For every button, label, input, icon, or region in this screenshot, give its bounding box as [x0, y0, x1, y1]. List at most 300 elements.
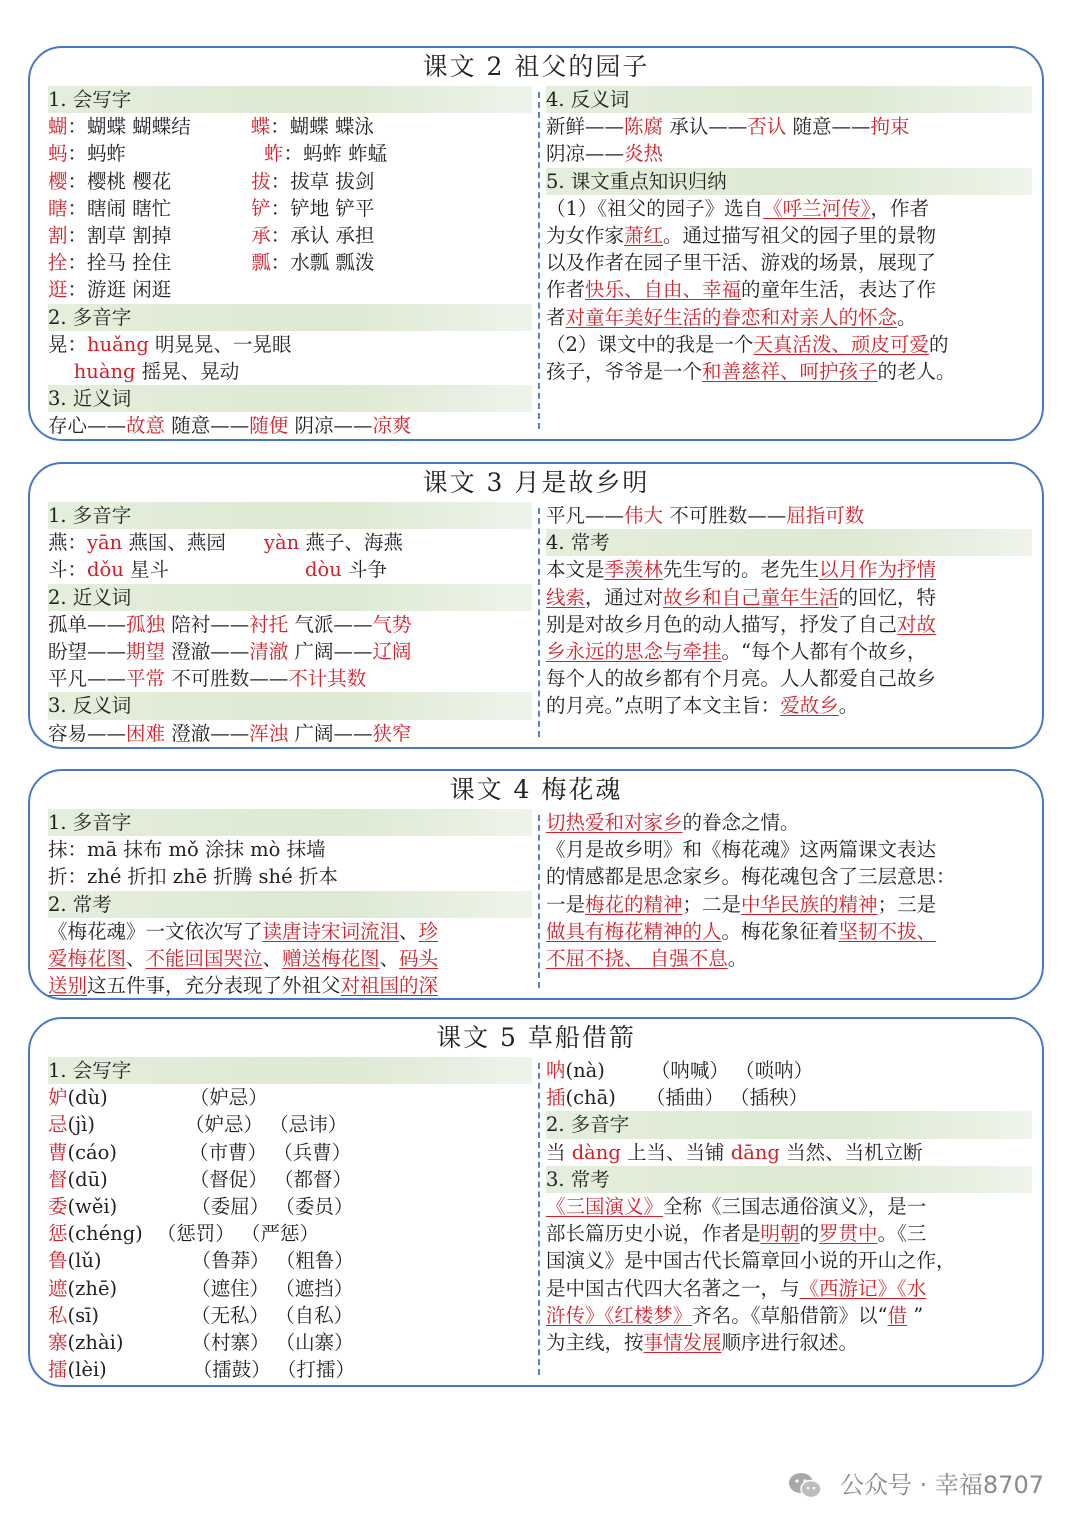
answer-underlined: 天真活泼、顽皮可爱: [753, 332, 929, 356]
answer-underlined: 借: [887, 1303, 908, 1327]
answer-underlined: 坚韧不拔、: [838, 919, 937, 943]
key-term: 蚱: [264, 142, 284, 166]
text-line: [546, 140, 1032, 167]
section-header: [48, 385, 532, 412]
text-line: [48, 168, 532, 195]
text-line: [546, 918, 1032, 945]
section-header: [48, 891, 532, 918]
text-line: [546, 891, 1032, 918]
text-segment: (lèi): [67, 1358, 107, 1382]
text-segment: 、: [379, 946, 400, 970]
text-line: [48, 222, 532, 249]
text-segment: 1. 多音字: [48, 504, 132, 527]
key-term: 随便: [249, 414, 289, 438]
text-line: [546, 1302, 1032, 1329]
section-header: [48, 502, 532, 529]
text-segment: 2. 近义词: [48, 585, 132, 609]
text-segment: （市曹） （兵曹）: [189, 1140, 352, 1164]
text-segment: 的月亮。”点明了本文主旨：: [546, 694, 781, 718]
text-segment: 。: [897, 305, 917, 329]
answer-underlined: 季羡林: [604, 558, 664, 582]
key-term: 否认: [747, 115, 787, 139]
key-term: 瞎: [48, 196, 68, 220]
text-segment: 《梅花魂》一文依次写了: [48, 919, 263, 943]
text-line: [546, 276, 1032, 303]
key-term: 伟大: [624, 504, 664, 527]
key-term: 炎热: [624, 142, 664, 166]
answer-underlined: 《呼兰河传》: [763, 196, 871, 220]
key-term: 蚂: [48, 142, 68, 166]
answer-underlined: 浒传》《红楼梦》: [546, 1303, 693, 1327]
text-segment: (nà): [565, 1059, 605, 1082]
text-segment: (zhài): [67, 1330, 124, 1354]
answer-underlined: 线索: [546, 585, 586, 609]
text-line: [48, 918, 532, 945]
text-line: [546, 502, 1032, 529]
text-segment: （督促） （都督）: [189, 1167, 352, 1191]
text-line: [48, 276, 532, 303]
text-line: [546, 863, 1032, 890]
text-segment: ：拴马 拴住: [67, 251, 172, 275]
answer-underlined: 梅花的精神: [585, 892, 683, 916]
text-segment: 阴凉——: [288, 414, 373, 438]
text-line: [48, 140, 532, 167]
right-column: [546, 502, 1032, 720]
text-line: [546, 556, 1032, 583]
text-line: [48, 1275, 532, 1302]
section-header: [48, 809, 532, 836]
answer-underlined: 赠送梅花图: [282, 946, 380, 970]
text-segment: 明晃晃、一晃眼: [148, 332, 292, 356]
lesson-title: 课文 3 月是故乡明: [422, 468, 650, 497]
key-term: 狭窄: [372, 721, 412, 745]
text-segment: 当: [546, 1140, 572, 1164]
text-segment: ：游逛 闲逛: [67, 278, 172, 302]
key-term: 曹: [48, 1140, 68, 1164]
key-term: 委: [48, 1194, 68, 1218]
text-line: [546, 1193, 1032, 1220]
watermark-text: 公众号 · 幸福8707: [840, 1471, 1044, 1499]
text-segment: 燕国、燕园: [122, 531, 226, 555]
text-segment: ：割草 割掉: [67, 223, 172, 247]
text-segment: (lǔ): [67, 1249, 102, 1273]
text-segment: 、: [399, 919, 419, 943]
column-divider: [538, 508, 540, 737]
text-segment: ”: [907, 1303, 924, 1327]
section-header: [48, 584, 532, 611]
key-term: 辽阔: [372, 639, 412, 663]
text-segment: 先生写的。老先生: [663, 558, 820, 582]
key-term: 困难: [126, 721, 166, 745]
text-segment: 抹：mā 抹布 mǒ 涂抹 mò 抹墙: [48, 838, 326, 862]
text-segment: 3. 常考: [546, 1167, 610, 1191]
text-segment: ：承认 承担: [270, 223, 375, 247]
text-segment: ：瞎闹 瞎忙: [67, 196, 172, 220]
text-segment: 盼望——: [48, 639, 127, 663]
text-segment: [48, 360, 74, 383]
text-segment: 斗争: [341, 558, 388, 582]
key-term: 插: [546, 1086, 566, 1110]
text-line: [48, 195, 532, 222]
text-segment: 平凡——: [48, 667, 127, 691]
key-term: 妒: [48, 1086, 68, 1110]
key-term: 督: [48, 1167, 68, 1191]
text-segment: 顺序进行叙述。: [721, 1330, 859, 1354]
text-segment: 当然、当机立断: [779, 1140, 923, 1164]
text-segment: 的情感都是思念家乡。梅花魂包含了三层意思：: [546, 865, 956, 889]
key-term: yān: [87, 531, 123, 555]
text-segment: ，通过对: [585, 585, 664, 609]
text-segment: （遮住） （遮挡）: [191, 1276, 354, 1300]
text-segment: ：樱桃 樱花: [67, 169, 172, 193]
text-line: [546, 222, 1032, 249]
text-segment: 《月是故乡明》和《梅花魂》这两篇课文表达: [546, 838, 937, 862]
section-header: [48, 86, 532, 113]
text-line: [546, 809, 1032, 836]
answer-underlined: 对故: [897, 612, 937, 636]
answer-underlined: 送别: [48, 974, 88, 998]
key-term: 樱: [48, 169, 68, 193]
text-segment: ，作者: [870, 196, 929, 220]
text-segment: (cáo): [67, 1140, 118, 1164]
text-segment: (zhē): [67, 1276, 118, 1300]
lesson-card: [28, 769, 1044, 1000]
key-term: 遮: [48, 1276, 68, 1300]
key-term: 割: [48, 223, 68, 247]
text-segment: 的回忆，特: [838, 585, 937, 609]
text-segment: (sī): [67, 1303, 99, 1327]
answer-underlined: 爱故乡: [780, 694, 839, 718]
text-line: [48, 945, 532, 972]
text-line: [546, 1057, 1032, 1084]
text-line: [48, 1139, 532, 1166]
text-segment: 齐名。《草船借箭》以“: [692, 1303, 888, 1327]
text-segment: 为女作家: [546, 223, 625, 247]
key-term: huǎng: [87, 332, 149, 356]
text-segment: 以及作者在园子里干活、游戏的场景，展现了: [546, 251, 937, 275]
text-line: [546, 113, 1032, 140]
answer-underlined: 《三国演义》: [546, 1194, 664, 1218]
key-term: yàn: [263, 531, 300, 555]
text-segment: （2）课文中的我是一个: [546, 332, 754, 356]
text-line: [546, 836, 1032, 863]
text-segment: 。通过描写祖父的园子里的景物: [663, 223, 937, 247]
text-segment: 一是: [546, 892, 586, 916]
text-segment: ：蝴蝶 蝶泳: [270, 115, 374, 139]
text-segment: （1）《祖父的园子》选自: [546, 196, 764, 220]
key-term: 呐: [546, 1059, 566, 1082]
text-line: [546, 584, 1032, 611]
right-column: [546, 809, 1032, 972]
text-segment: 5. 课文重点知识归纳: [546, 169, 727, 193]
text-segment: 的眷念之情。: [682, 811, 800, 834]
text-segment: (jì): [67, 1113, 96, 1137]
text-line: [48, 1084, 532, 1111]
answer-underlined: 码头: [399, 946, 439, 970]
answer-underlined: 爱梅花图: [48, 946, 127, 970]
text-segment: 的: [928, 332, 949, 356]
text-segment: 1. 会写字: [48, 1059, 132, 1082]
text-segment: 随意——: [165, 414, 250, 438]
text-segment: ：蚂蚱: [67, 142, 127, 166]
text-segment: 。《三: [877, 1222, 927, 1246]
answer-underlined: 故乡和自己童年生活: [663, 585, 839, 609]
text-segment: 、: [262, 946, 283, 970]
text-line: [546, 1220, 1032, 1247]
key-term: dòu: [305, 558, 342, 582]
lesson-card: [28, 1017, 1044, 1387]
text-segment: 4. 反义词: [546, 88, 630, 111]
text-segment: 陪衬——: [165, 612, 250, 636]
text-segment: 新鲜——: [546, 115, 625, 139]
text-segment: 上当、当铺: [620, 1140, 731, 1164]
text-line: [48, 1166, 532, 1193]
answer-underlined: 以月作为抒情: [819, 558, 937, 582]
left-column: [48, 809, 532, 999]
right-column: [546, 86, 1032, 385]
text-segment: （插曲） （插秧）: [645, 1086, 809, 1110]
text-segment: （惩罚） （严惩）: [156, 1222, 319, 1246]
text-segment: 阴凉——: [546, 142, 625, 166]
text-segment: 2. 多音字: [48, 305, 132, 329]
text-segment: 的老人。: [877, 359, 956, 383]
key-term: 蝶: [250, 115, 271, 139]
section-header: [546, 168, 1032, 195]
text-segment: ：蚂蚱 蚱蜢: [283, 142, 388, 166]
text-segment: （村寨） （山寨）: [191, 1330, 354, 1354]
text-segment: 全称《三国志通俗演义》，是一: [663, 1194, 927, 1218]
text-segment: （擂鼓） （打擂）: [192, 1358, 355, 1382]
key-term: 寨: [48, 1330, 68, 1354]
text-segment: 作者: [546, 278, 586, 302]
answer-underlined: 做具有梅花精神的人: [546, 919, 722, 943]
answer-underlined: 读唐诗宋词流泪: [262, 919, 400, 943]
text-segment: 的童年生活，表达了作: [741, 278, 937, 302]
text-segment: 广阔——: [288, 721, 373, 745]
text-line: [48, 1329, 532, 1356]
text-line: [546, 1139, 1032, 1166]
text-line: [48, 863, 532, 890]
section-header: [546, 1111, 1032, 1138]
text-segment: ；三是: [877, 892, 937, 916]
right-column: [546, 1057, 1032, 1356]
key-term: 忌: [48, 1113, 68, 1137]
answer-underlined: 和善慈祥、呵护孩子: [702, 359, 878, 383]
text-segment: 平凡——: [546, 504, 625, 527]
text-line: [546, 665, 1032, 692]
text-segment: 。: [838, 694, 859, 718]
text-segment: 部长篇历史小说，作者是: [546, 1222, 761, 1246]
text-segment: 为主线，按: [546, 1330, 644, 1354]
key-term: 浑浊: [249, 721, 289, 745]
text-segment: 摇晃、晃动: [135, 359, 240, 383]
text-line: [546, 195, 1032, 222]
text-line: [48, 611, 532, 638]
text-line: [546, 945, 1032, 972]
answer-underlined: 《西游记》《水: [799, 1276, 927, 1300]
key-term: 清澈: [249, 639, 289, 663]
key-term: 拴: [48, 251, 68, 275]
text-segment: （妒忌） （忌讳）: [185, 1113, 348, 1137]
key-term: 鲁: [48, 1249, 68, 1273]
answer-underlined: 萧红: [624, 223, 664, 247]
answer-underlined: 不能回国哭泣: [145, 946, 263, 970]
left-column: [48, 86, 532, 439]
answer-underlined: 快乐、自由、幸福: [585, 278, 742, 302]
text-segment: 不可胜数——: [663, 504, 787, 527]
text-line: [546, 692, 1032, 719]
left-column: [48, 1057, 532, 1383]
text-segment: 孤单——: [48, 612, 127, 636]
text-segment: ：蝴蝶 蝴蝶结: [67, 115, 191, 139]
column-divider: [538, 92, 540, 429]
text-line: [48, 638, 532, 665]
key-term: 期望: [126, 639, 166, 663]
text-segment: 。“每个人都有个故乡，: [721, 639, 927, 663]
text-segment: 澄澈——: [165, 721, 250, 745]
text-segment: （无私） （自私）: [190, 1303, 354, 1327]
key-term: dǒu: [87, 558, 124, 582]
text-segment: 2. 常考: [48, 892, 112, 916]
text-segment: 是中国古代四大名著之一，与: [546, 1276, 800, 1300]
key-term: 屈指可数: [786, 504, 865, 527]
text-segment: 晃：: [48, 332, 88, 356]
text-segment: 、: [126, 946, 146, 970]
text-segment: (dù): [67, 1086, 108, 1110]
answer-underlined: 珍: [418, 919, 439, 943]
key-term: 陈腐: [624, 115, 664, 139]
key-term: 承: [251, 223, 271, 247]
text-line: [48, 529, 532, 556]
text-segment: 每个人的故乡都有个月亮。人人都爱自己故乡: [546, 667, 937, 691]
text-segment: 折：zhé 折扣 zhē 折腾 shé 折本: [48, 865, 338, 889]
text-segment: 。: [727, 946, 748, 970]
section-header: [546, 86, 1032, 113]
key-term: dāng: [730, 1140, 780, 1164]
text-segment: 的: [799, 1222, 820, 1246]
text-segment: 存心——: [48, 414, 127, 438]
section-header: [48, 304, 532, 331]
section-header: [48, 1057, 532, 1084]
text-line: [546, 1084, 1032, 1111]
text-segment: 1. 会写字: [48, 88, 132, 111]
answer-underlined: 对祖国的深: [340, 974, 439, 998]
text-segment: 3. 近义词: [48, 387, 132, 411]
text-segment: 4. 常考: [546, 531, 610, 555]
text-segment: 别是对故乡月色的动人描写，抒发了自己: [546, 612, 898, 636]
text-segment: 气派——: [288, 612, 373, 636]
lesson-title: 课文 2 祖父的园子: [422, 52, 650, 81]
text-segment: 这五件事，充分表现了外祖父: [87, 974, 341, 998]
text-segment: 者: [546, 305, 566, 329]
wechat-icon: [788, 1472, 822, 1500]
text-segment: （鲁莽） （粗鲁）: [191, 1249, 354, 1273]
watermark: [788, 1465, 1044, 1505]
text-line: [48, 412, 532, 439]
text-line: [546, 249, 1032, 276]
text-segment: 国演义》是中国古代长篇章回小说的开山之作，: [546, 1249, 956, 1273]
answer-underlined: 中华民族的精神: [741, 892, 878, 916]
key-term: 故意: [126, 414, 166, 438]
text-segment: (chā): [565, 1086, 616, 1110]
text-segment: 斗：: [48, 558, 88, 582]
answer-underlined: 对童年美好生活的眷恋和对亲人的怀念: [565, 305, 898, 329]
text-segment: ：铲地 铲平: [270, 196, 375, 220]
text-segment: 燕子、海燕: [299, 531, 403, 555]
key-term: 擂: [48, 1358, 68, 1382]
text-line: [546, 358, 1032, 385]
text-line: [48, 1302, 532, 1329]
text-line: [546, 611, 1032, 638]
text-segment: 广阔——: [288, 639, 373, 663]
left-column: [48, 502, 532, 747]
text-line: [48, 249, 532, 276]
text-segment: 星斗: [123, 558, 170, 582]
key-term: 逛: [48, 278, 68, 302]
answer-underlined: 乡永远的思念与牵挂: [546, 639, 722, 663]
text-segment: 不可胜数——: [165, 667, 289, 691]
key-term: 不计其数: [288, 667, 367, 691]
text-segment: ：水瓢 瓢泼: [270, 251, 375, 275]
answer-underlined: 切热爱和对家乡: [546, 811, 683, 834]
text-line: [48, 972, 532, 999]
text-line: [48, 1356, 532, 1383]
text-segment: 澄澈——: [165, 639, 250, 663]
text-line: [48, 331, 532, 358]
text-line: [48, 836, 532, 863]
answer-underlined: 事情发展: [643, 1330, 722, 1354]
section-header: [48, 692, 532, 719]
text-line: [48, 113, 532, 140]
lesson-title: 课文 5 草船借箭: [436, 1023, 636, 1052]
column-divider: [538, 815, 540, 988]
key-term: huàng: [73, 359, 136, 383]
text-line: [48, 556, 532, 583]
text-segment: 2. 多音字: [546, 1113, 630, 1137]
text-segment: 1. 多音字: [48, 811, 132, 834]
key-term: 私: [48, 1303, 68, 1327]
text-line: [48, 665, 532, 692]
key-term: 衬托: [249, 612, 289, 636]
text-segment: 燕：: [48, 531, 88, 555]
text-segment: 承认——: [663, 115, 748, 139]
key-term: 蝴: [48, 115, 68, 139]
answer-underlined: 明朝: [760, 1222, 800, 1246]
text-segment: (dū): [67, 1167, 108, 1191]
text-line: [48, 1193, 532, 1220]
text-line: [546, 1329, 1032, 1356]
text-segment: (chéng): [67, 1222, 143, 1246]
lesson-card: [28, 46, 1044, 441]
answer-underlined: 罗贯中: [819, 1222, 878, 1246]
section-header: [546, 529, 1032, 556]
key-term: 孤独: [126, 612, 166, 636]
text-line: [546, 1247, 1032, 1274]
key-term: 惩: [48, 1222, 68, 1246]
text-segment: 本文是: [546, 558, 605, 582]
key-term: 平常: [126, 667, 166, 691]
lesson-card: [28, 462, 1044, 749]
answer-underlined: 不屈不挠、 自强不息: [546, 946, 728, 970]
text-segment: （呐喊） （唢呐）: [650, 1059, 814, 1082]
lesson-title: 课文 4 梅花魂: [449, 775, 623, 804]
text-line: [48, 720, 532, 747]
column-divider: [538, 1063, 540, 1375]
key-term: dàng: [571, 1140, 621, 1164]
key-term: 气势: [372, 612, 412, 636]
text-segment: 孩子，爷爷是一个: [546, 359, 703, 383]
text-line: [48, 1247, 532, 1274]
